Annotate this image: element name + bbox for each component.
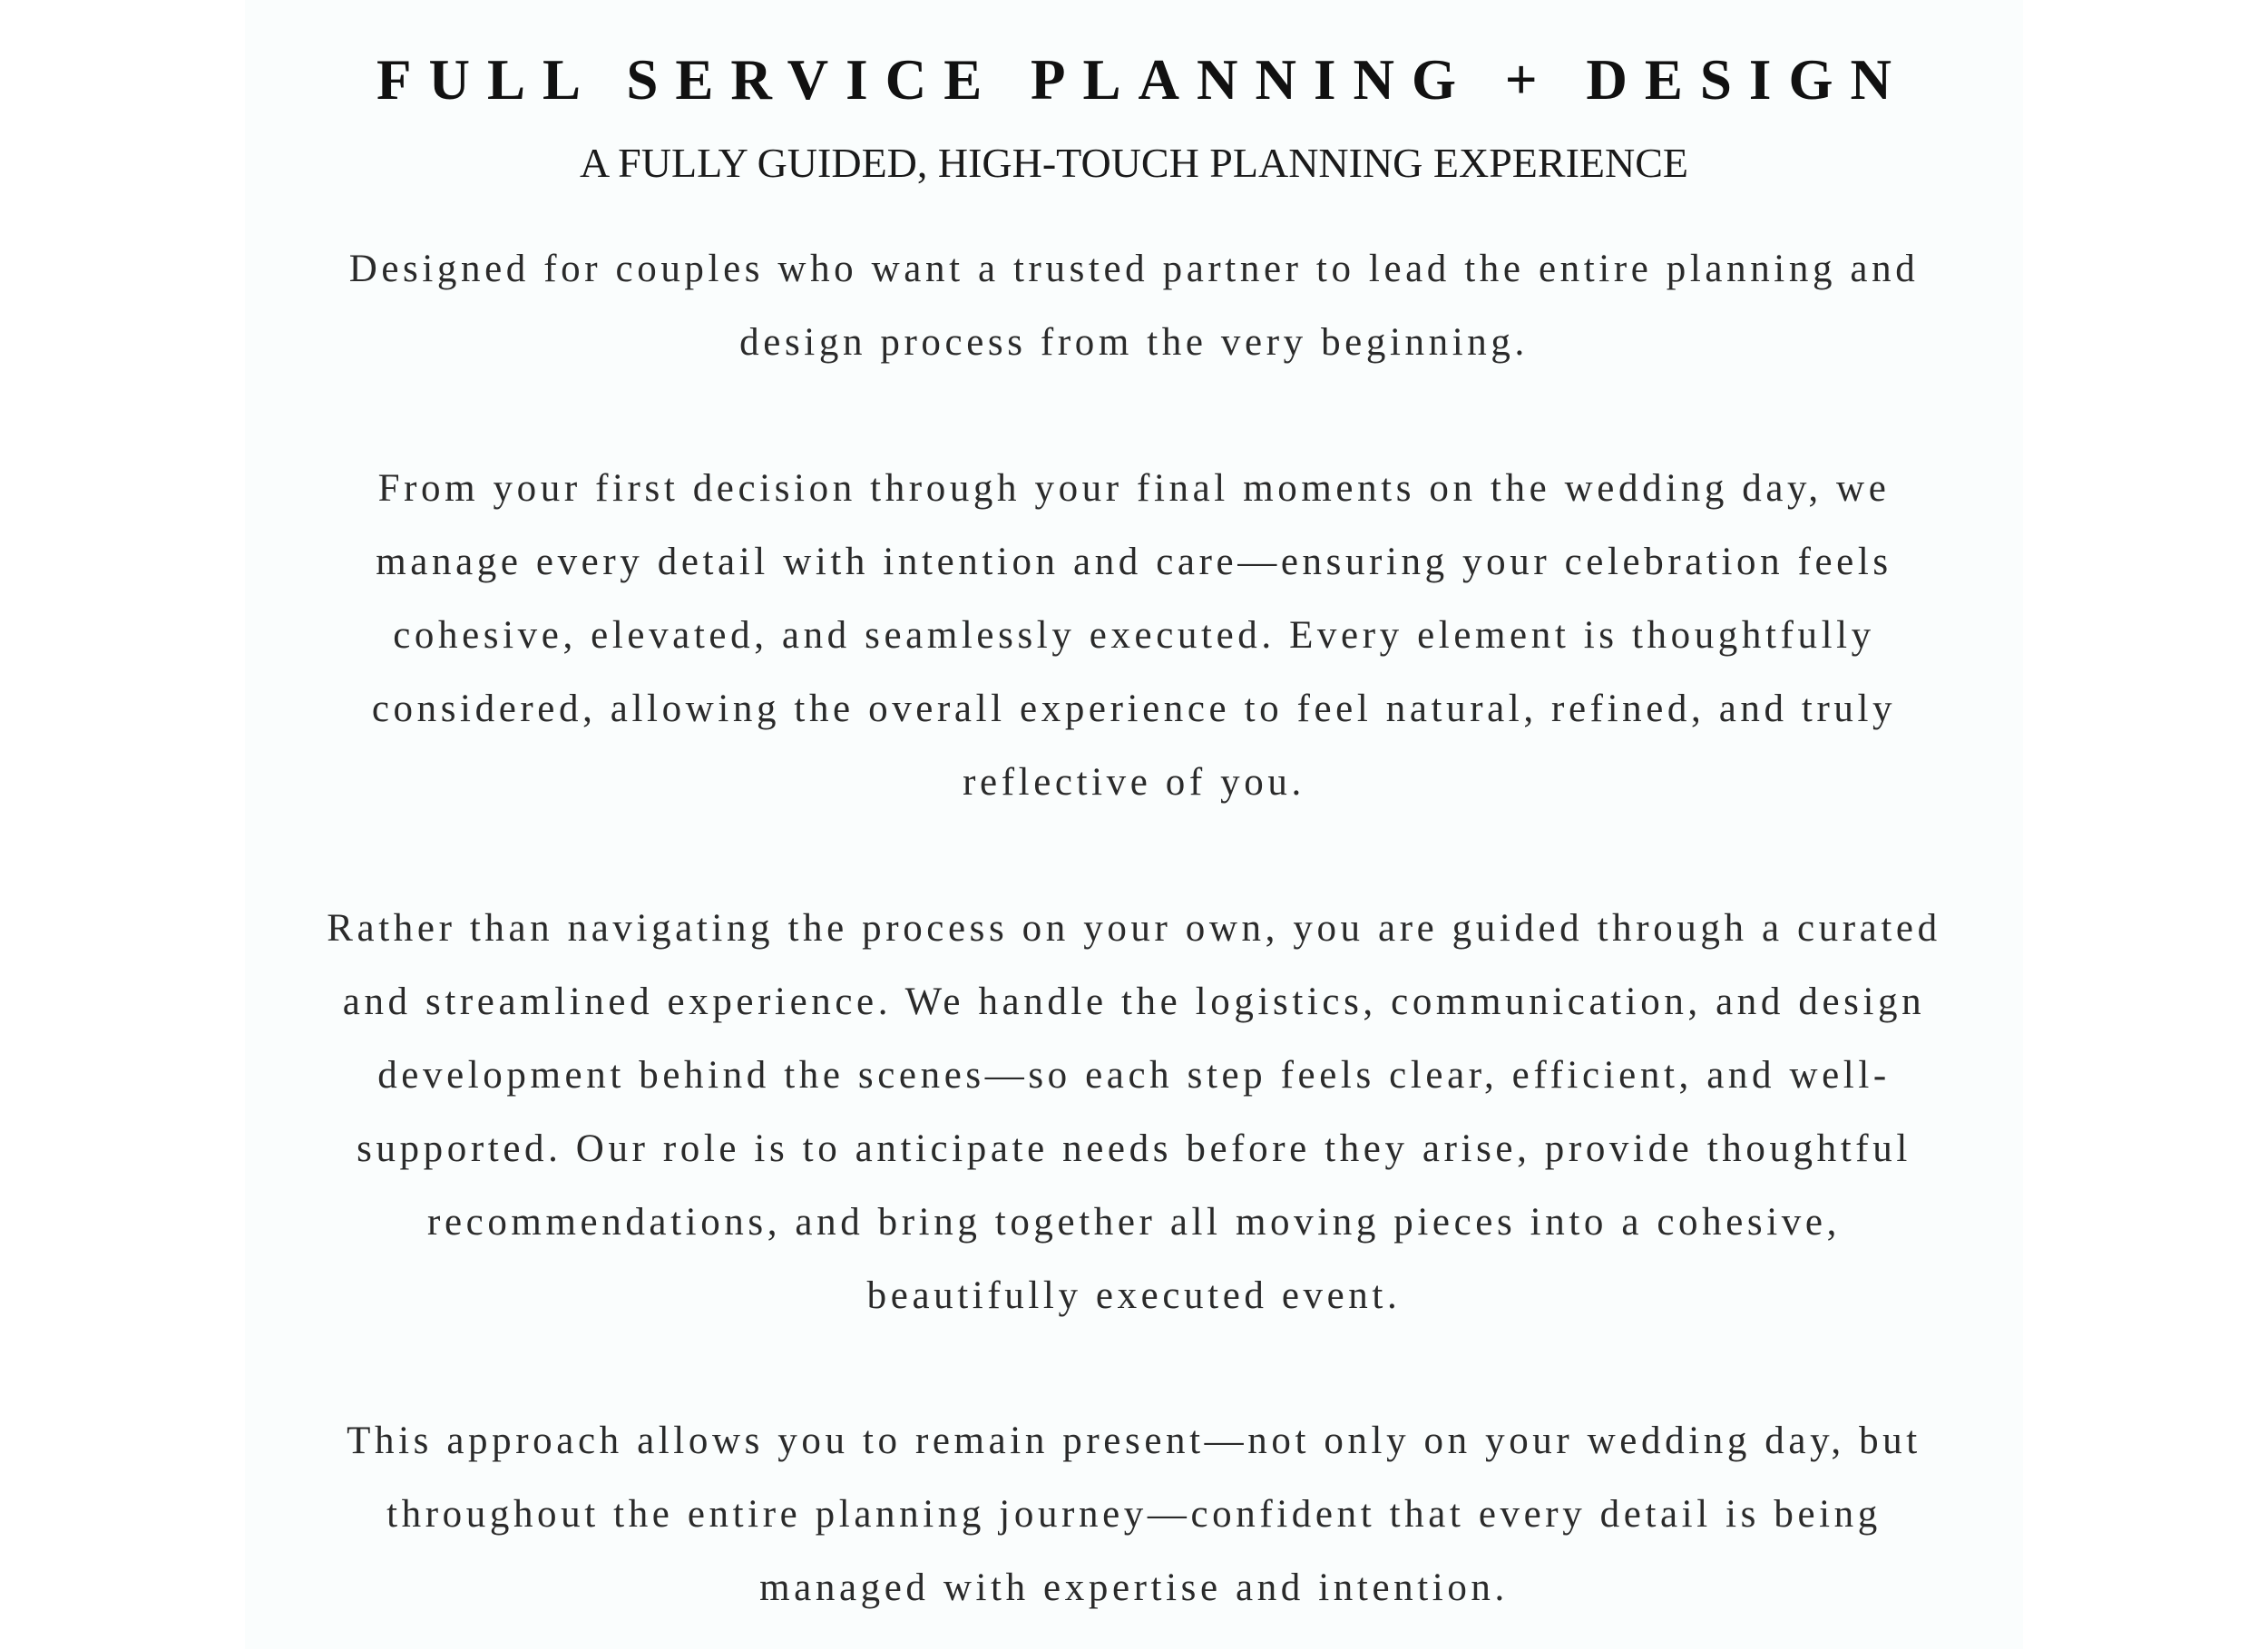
closing-paragraph: This approach allows you to remain present—not only on your wedding day, but throughout the entire planning journey—confident that every detail is being managed with expertise and intention. [347, 1420, 1921, 1609]
page-title: FULL SERVICE PLANNING + DESIGN [376, 48, 1909, 112]
page-subtitle: A FULLY GUIDED, HIGH-TOUCH PLANNING EXPERIENCE [580, 140, 1688, 186]
service-panel [245, 0, 2023, 1649]
process-paragraph: Rather than navigating the process on your own, you are guided through a curated and streamlined experience. We handle the logistics, communication, and design development behind the scenes—so each step feels clear, efficient, and well-supported. Our role is to anticipate needs before they arise, provide thoughtful recommendations, and bring together all moving pieces into a cohesive, beautifully executed event. [327, 907, 1941, 1317]
intro-paragraph: Designed for couples who want a trusted partner to lead the entire planning and design process from the very beginning. [348, 248, 1920, 364]
detail-paragraph: From your first decision through your final moments on the wedding day, we manage every detail with intention and care—ensuring your celebration feels cohesive, elevated, and seamlessly executed. Every element is thoughtfully considered, allowing the overall experience to feel natural, refined, and truly reflective of you. [371, 467, 1897, 804]
